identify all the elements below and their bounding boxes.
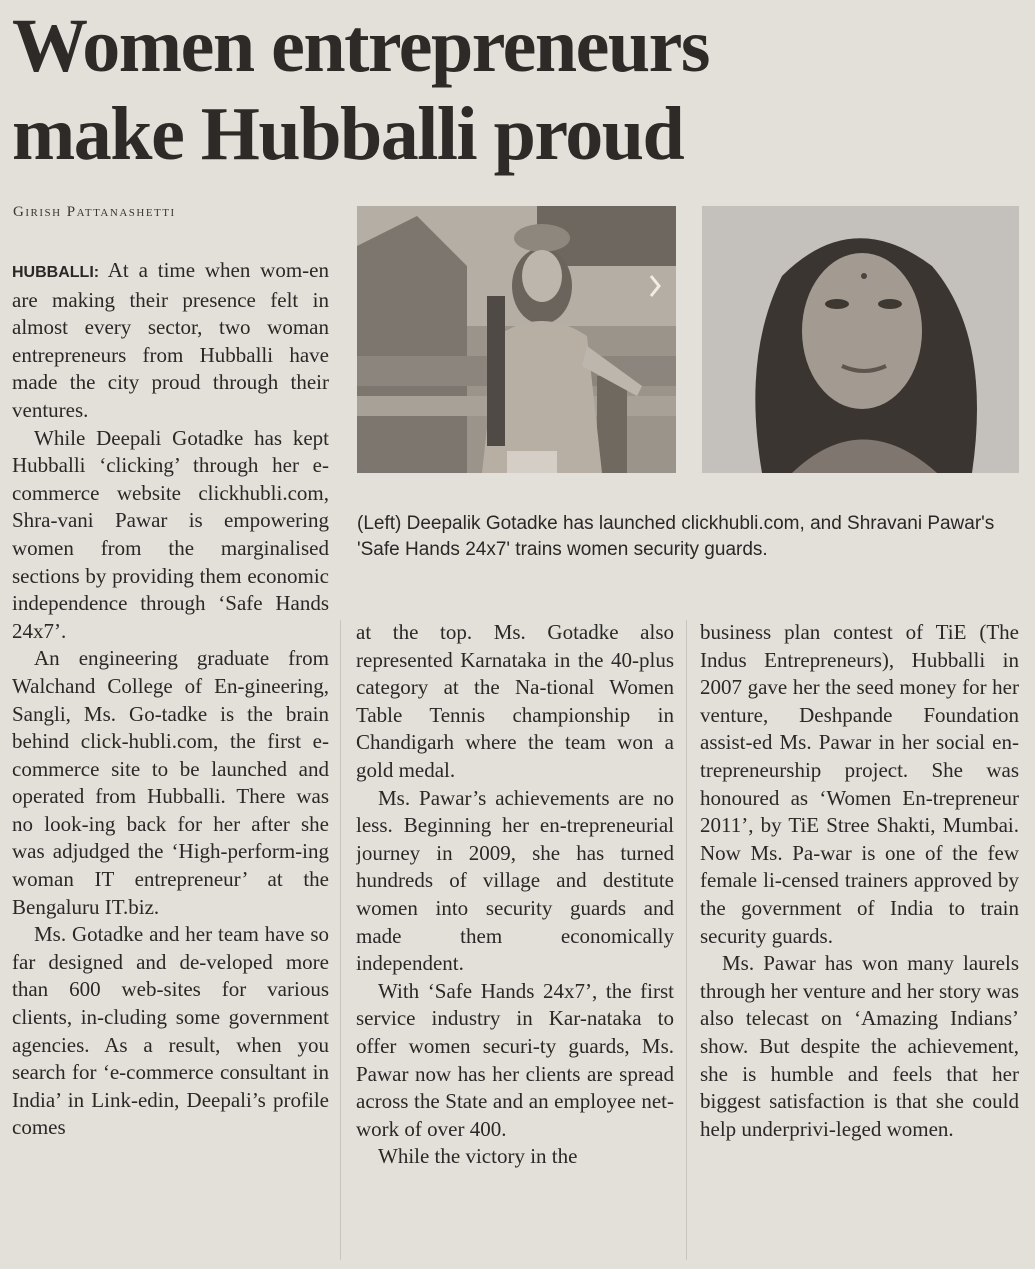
headline bbox=[12, 2, 842, 178]
photo-shravani-pawar bbox=[702, 206, 1019, 473]
paragraph bbox=[12, 257, 329, 425]
column-1 bbox=[12, 257, 329, 1257]
paragraph: Ms. Pawar has won many laurels through her venture and her story was also telecast on ‘Amazing Indians’ show. But despite the achievement, she is humble and feels that her biggest satisfaction is that she could help underprivi-leged women. bbox=[700, 951, 1019, 1141]
paragraph-text: At a time when wom-en are making their presence felt in almost every sector, two woman entrepreneurs from Hubballi have made the city proud through their ventures. bbox=[12, 258, 329, 422]
photo-woman-in-cap-illustration bbox=[357, 206, 676, 473]
paragraph: Ms. Pawar’s achievements are no less. Beginning her en-trepreneurial journey in 2009, she has turned hundreds of village and destitute women into security guards and made them economically independent. bbox=[356, 785, 674, 976]
column-divider bbox=[340, 620, 341, 1260]
photo-woman-portrait-illustration bbox=[702, 206, 1019, 473]
paragraph: While the victory in the bbox=[378, 1144, 578, 1169]
column-2 bbox=[356, 619, 674, 1259]
photo-deepali-gotadke bbox=[357, 206, 676, 473]
paragraph: at the top. Ms. Gotadke also represented Karnataka in the 40-plus category at the Na-tional Women Table Tennis championship in Chandigarh where the team won a gold medal. bbox=[356, 620, 674, 782]
byline: Girish Pattanashetti bbox=[13, 204, 176, 220]
column-3 bbox=[700, 619, 1019, 1259]
headline-line-1: Women entrepreneurs bbox=[12, 4, 709, 88]
headline-line-2: make Hubballi proud bbox=[12, 92, 684, 176]
paragraph: An engineering graduate from Walchand College of En-gineering, Sangli, Ms. Go-tadke is the brain behind click-hubli.com, the first e-commerce site to be launched and operated from Hubballi. There was no look-ing back for her after she was adjudged the ‘High-perform-ing woman IT entrepreneur’ at the Bengaluru IT.biz. bbox=[12, 646, 329, 919]
paragraph: With ‘Safe Hands 24x7’, the first service industry in Kar-nataka to offer women securi-ty guards, Ms. Pawar now has her clients are spread across the State and an employee net-work of over 400. bbox=[356, 978, 674, 1141]
dateline: HUBBALLI: bbox=[12, 264, 100, 281]
column-divider bbox=[686, 620, 687, 1260]
paragraph: While Deepali Gotadke has kept Hubballi ‘clicking’ through her e-commerce website clickhubli.com, Shra-vani Pawar is empowering women from the marginalised sections by providing them economic independence through ‘Safe Hands 24x7’. bbox=[12, 425, 329, 643]
photo-caption: (Left) Deepalik Gotadke has launched clickhubli.com, and Shravani Pawar's 'Safe Hands 24x7' trains women security guards. bbox=[357, 513, 995, 560]
paragraph: business plan contest of TiE (The Indus Entrepreneurs), Hubballi in 2007 gave her the seed money for her venture, Deshpande Foundation assist-ed Ms. Pawar in her social en-trepreneurship project. She was honoured as ‘Women En-trepreneur 2011’, by TiE Stree Shakti, Mumbai. Now Ms. Pa-war is one of the few female li-censed trainers approved by the government of India to train security guards. bbox=[700, 620, 1019, 948]
paragraph: Ms. Gotadke and her team have so far designed and de-veloped more than 600 web-sites for various clients, in-cluding some government agencies. As a result, when you search for ‘e-commerce consultant in India’ in Link-edin, Deepali’s profile comes bbox=[12, 922, 329, 1140]
